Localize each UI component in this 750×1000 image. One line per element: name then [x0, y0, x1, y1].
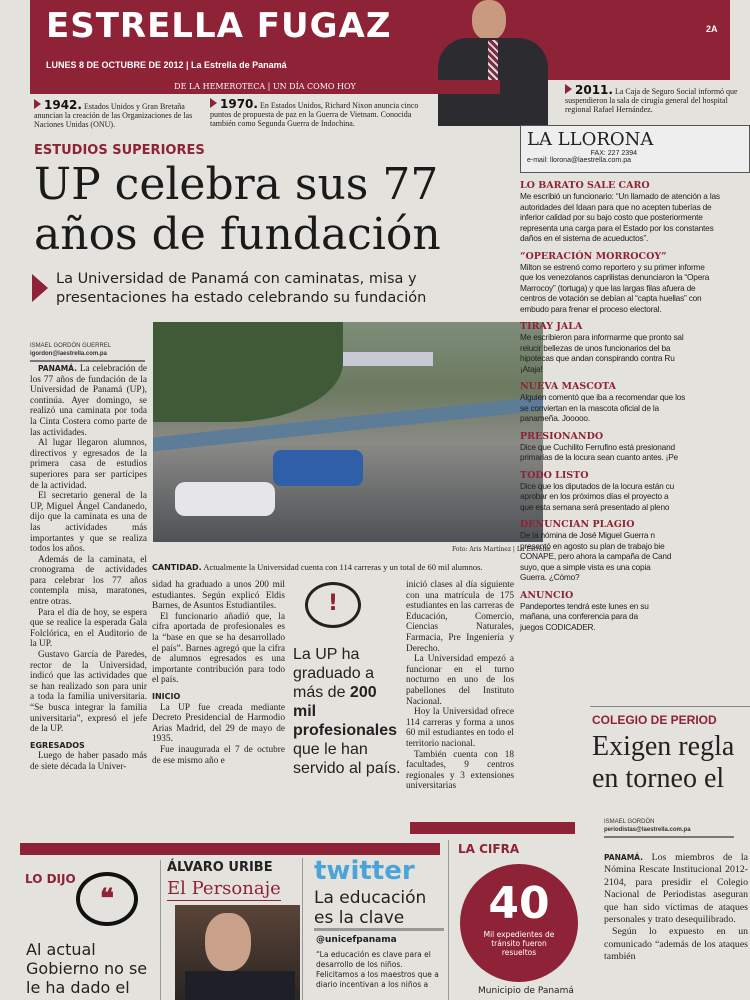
quote-text: Al actual Gobierno no se le ha dado el — [26, 940, 148, 997]
hemeroteca-item: 2011. La Caja de Seguro Social informó que suspendieron la sala de cirugía general del hospital regional Rafael Hernández. — [565, 83, 738, 114]
llorona-item-line: suyo, que a simple vista es una copia — [520, 561, 651, 572]
llorona-item-line: centros de votación se debían al “capta huellas” con — [520, 293, 702, 303]
byline: ISMAEL GORDÓN GUERREL igordon@laestrella.com.pa — [30, 342, 145, 362]
article-column-3: inició clases al día siguiente con una matrícula de 175 estudiantes en las carreras de Educación, Comercio, Ciencias Naturales, Farmacia, Pre Ingeniería y Derecho. La Universidad empezó a funcionar en el turno nocturno en uno de los pabellones del Instituto Nacional. Hoy la Universidad ofrece 114 carreras y forma a unos 60 mil estudiantes en todo el territorio nacional. También cuenta con 18 facultades, 9 centros regionales y 3 extensiones universitarias — [406, 580, 514, 792]
llorona-header: LA LLORONA FAX: 227 2394 e-mail: llorona@laestrella.com.pa — [520, 125, 750, 173]
hemeroteca-item: 1970. En Estados Unidos, Richard Nixon anuncia cinco puntos de propuesta de paz en la Guerra de Vietnam. Conocida también como Segunda Guerra de Indochina. — [210, 97, 419, 128]
twitter-handle: @unicefpanama — [316, 935, 397, 945]
quote-bubble-icon: ❝ — [76, 872, 138, 926]
llorona-item-line: Me escribieron para informarme que pronto sal — [520, 332, 684, 342]
photo-caption: CANTIDAD. Actualmente la Universidad cuenta con 114 carreras y un total de 60 mil alumnos. — [152, 562, 483, 572]
llorona-item-line: Alguien comentó que iba a recomendar que los — [520, 392, 686, 402]
issue-date: LUNES 8 DE OCTUBRE DE 2012 | La Estrella de Panamá — [46, 60, 287, 70]
twitter-logo: twitter — [314, 856, 415, 886]
llorona-item-line: primarias de la locura sean cuanto antes. ¡Pe — [520, 452, 678, 462]
hemeroteca-item: 1942. Estados Unidos y Gran Bretaña anuncian la creación de las Organizaciones de las Naciones Unidas (ONU). — [34, 98, 193, 129]
article-kicker: ESTUDIOS SUPERIORES — [34, 143, 205, 158]
divider — [410, 822, 575, 834]
llorona-item-title: NUEVA MASCOTA — [520, 381, 617, 392]
article-headline: UP celebra sus 77 años de fundación — [34, 159, 441, 260]
llorona-item — [520, 519, 750, 583]
llorona-item — [520, 251, 750, 315]
la-llorona-column — [520, 125, 750, 632]
llorona-item-line: Pandeportes tendrá este lunes en su — [520, 600, 649, 611]
llorona-item-line: Dice que Cuchilito Ferrufino está presionand — [520, 441, 675, 452]
personaje-name: ÁLVARO URIBE — [167, 860, 273, 875]
cifra-source: Municipio de Panamá — [478, 986, 574, 996]
triangle-icon — [565, 84, 572, 94]
llorona-item-line: relucir bellezas de unos funcionarios del ba — [520, 342, 671, 353]
llorona-item — [520, 180, 750, 244]
llorona-item-line: autoridades del Idaan para que no acepten tuberías de — [520, 201, 712, 212]
llorona-item-line: ¡Ataja! — [520, 363, 543, 374]
colegio-kicker: COLEGIO DE PERIOD — [592, 713, 717, 727]
masthead-photo — [430, 0, 555, 126]
llorona-item-line: Milton se estrenó como reportero y su primer informe — [520, 261, 705, 272]
article-deck: La Universidad de Panamá con caminatas, misa y presentaciones ha estado celebrando su fundación — [56, 271, 427, 306]
llorona-item-line: que esta semana será presentado al pleno — [520, 501, 670, 512]
twitter-headline: La educación es la clave — [314, 888, 444, 931]
llorona-item-line: aprobar en los próximos días el proyecto a — [520, 491, 669, 501]
colegio-headline: Exigen regla en torneo el — [592, 731, 735, 794]
llorona-item-line: De la nómina de José Miguel Guerra n — [520, 530, 655, 540]
alert-bubble-icon: ! — [305, 582, 361, 628]
article-column-1: PANAMÁ. La celebración de los 77 años de fundación de la Universidad de Panamá (UP), continúa. Ayer domingo, se realizó una caminata por toda la Cinta Costera como parte de las actividades. Al lugar llegaron alumnos, directivos y egresados de la primera casa de estudios superiores para ser partícipes de la actividad. El secretario general de la UP, Miguel Ángel Candanedo, dijo que la caminata es una de las actividades más importantes y que se realiza todos los años. Además de la caminata, el cronograma de actividades para celebrar los 77 años contempla misa, maratones, entre otras. Para el día de hoy, se espera que se realice la esperada Gala Folclórica, en el Auditorio de la UP. Gustavo García de Paredes, rector de la Universidad, indicó que las actividades que se han realizado son para unir a toda la familia universitaria. “Se busca integrar la familia universitaria”, expresó el jefe de la UP. EGRESADOS Luego de haber pasado más de siete década la Univer- — [30, 364, 147, 772]
article-photo — [153, 322, 543, 542]
llorona-item-title: “OPERACIÓN MORROCOY” — [520, 250, 667, 262]
llorona-item-title: LO BARATO SALE CARO — [520, 180, 650, 191]
triangle-icon — [32, 274, 48, 302]
tweet-text: “La educación es clave para el desarrollo de los niños. Felicitamos a los maestros que a diario incentivan a los niños a — [316, 950, 439, 989]
llorona-item-title: ANUNCIO — [520, 589, 574, 601]
llorona-item-line: representa una carga para el Estado por los constantes — [520, 222, 714, 233]
llorona-item-line: Marrocoy” (tortuga) y que las largas filas afuera de — [520, 282, 696, 293]
llorona-item-line: hipotecas que andan conspirando contra Ru — [520, 353, 675, 363]
llorona-item-line: daños en el sistema de acueductos”. — [520, 233, 649, 243]
hemeroteca-title: DE LA HEMEROTECA | UN DÍA COMO HOY — [30, 80, 500, 94]
bottom-divider — [20, 843, 440, 855]
llorona-item-line: que los venezolanos caprilistas denunciaron la “Opera — [520, 272, 710, 282]
llorona-item — [520, 381, 750, 424]
cifra-circle: 40 Mil expedientes de tránsito fueron resueltos — [460, 864, 578, 982]
la-cifra-label: LA CIFRA — [458, 842, 520, 856]
section-title: ESTRELLA FUGAZ — [46, 6, 392, 46]
llorona-item-line: se conviertan en la mascota oficial de la — [520, 402, 659, 413]
photo-credit: Foto: Aris Martínez | La Estrella — [452, 546, 551, 553]
llorona-item — [520, 470, 750, 513]
llorona-item-line: mañana, una conferencia para da — [520, 611, 638, 621]
llorona-item-line: Me escribió un funcionario: “Un llamado de atención a las — [520, 191, 720, 201]
llorona-item-line: juegos CODICADER. — [520, 621, 596, 632]
llorona-item-line: Dice que los diputados de la locura están cu — [520, 480, 675, 491]
llorona-item — [520, 590, 750, 633]
llorona-item-title: DENUNCIAN PLAGIO — [520, 519, 635, 530]
article-column-2: sidad ha graduado a unos 200 mil estudiantes. Según explicó Eldis Barnes, de Asuntos Estudiantiles. El funcionario añadió que, la cifra aportada de profesionales es la “base en que se ha desarrollado el país”. Barnes agregó que la cifra de alumnos egresados es una importante contribución para todo el país. INICIO La UP fue creada mediante Decreto Presidencial de Harmodio Arias Madrid, del 29 de mayo de 1935. Fue inaugurada el 7 de octubre de ese mismo año e — [152, 580, 285, 766]
llorona-item-title: PRESIONANDO — [520, 430, 604, 442]
llorona-item — [520, 321, 750, 374]
llorona-item-line: panameña. Jooooo. — [520, 413, 590, 423]
llorona-item-line: CONAPE, pero ahora la campaña de Cand — [520, 551, 672, 561]
llorona-item — [520, 431, 750, 463]
colegio-body: PANAMÁ. Los miembros de la Nómina Rescate Institucional 2012-2104, para presidir el Colegio Nacional de Periodistas aseguran que han sido víctimas de ataques personales y trato desequilibrado. Según lo expuesto en un comunicado “además de los ataques también — [604, 852, 748, 963]
triangle-icon — [210, 98, 217, 108]
llorona-item-line: embudo para frenar el proceso electoral. — [520, 303, 662, 314]
llorona-item-line: inferior calidad por su bajo costo que posteriormente — [520, 212, 703, 222]
llorona-item-title: TIRAY JALA — [520, 321, 583, 332]
personaje-title: El Personaje — [167, 878, 281, 899]
pull-quote: La UP ha graduado a más de 200 mil profesionales que le han servido al país. — [293, 646, 401, 777]
colegio-byline: ISMAEL GORDÓN periodistas@laestrella.com.pa — [604, 818, 734, 838]
lo-dijo-label: LO DIJO — [25, 872, 76, 886]
llorona-item-line: Guerra. ¿Cómo? — [520, 572, 580, 582]
personaje-photo — [175, 905, 300, 1000]
llorona-item-title: TODO LISTO — [520, 469, 589, 481]
page-number: 2A — [706, 24, 718, 34]
triangle-icon — [34, 99, 41, 109]
llorona-item-line: presentó en agosto su plan de trabajo bie — [520, 540, 665, 551]
